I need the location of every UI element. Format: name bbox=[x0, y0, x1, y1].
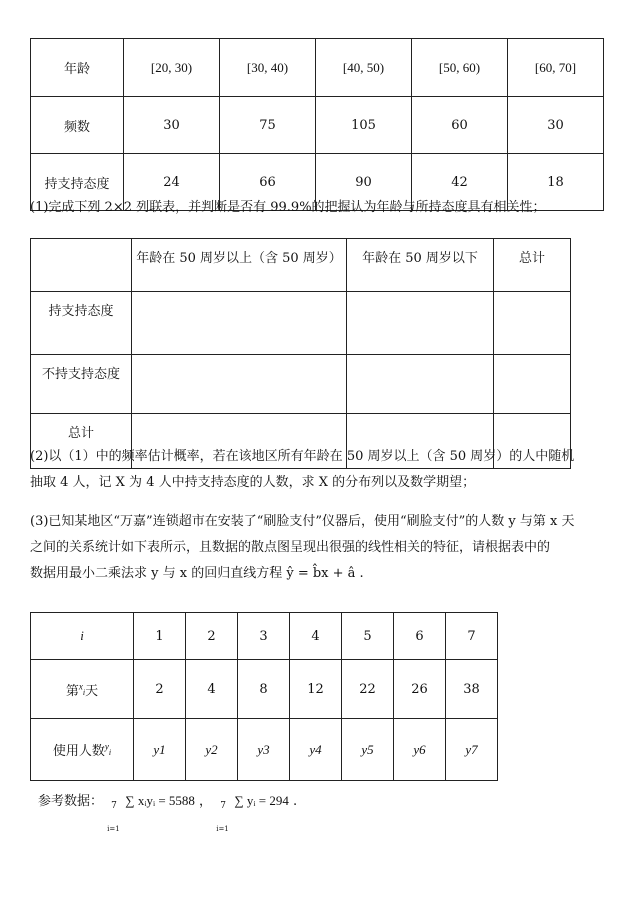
cell-i: 3 bbox=[238, 613, 290, 660]
contingency-header-total: 总计 bbox=[494, 239, 571, 292]
cell-support: 90 bbox=[316, 154, 412, 211]
contingency-empty-cell bbox=[132, 355, 347, 414]
question-2 bbox=[30, 444, 630, 496]
reference-label: 参考数据： bbox=[38, 794, 104, 809]
contingency-row-nonsupport: 不持支持态度 bbox=[31, 355, 132, 414]
contingency-header-under-50: 年龄在 50 周岁以下 bbox=[347, 239, 494, 292]
cell-users-label: 使用人数$^y$i bbox=[31, 719, 134, 781]
cell-age-label: 年龄 bbox=[31, 39, 124, 97]
cell-i: 5 bbox=[342, 613, 394, 660]
contingency-empty-cell bbox=[347, 355, 494, 414]
cell-frequency: 105 bbox=[316, 97, 412, 154]
contingency-row-total: 总计 bbox=[31, 414, 132, 469]
reference-sum-y: ∑ yᵢ = 294 bbox=[234, 793, 289, 808]
cell-support: 66 bbox=[220, 154, 316, 211]
cell-support-label: 持支持态度 bbox=[31, 154, 124, 211]
contingency-header-over-50: 年龄在 50 周岁以上（含 50 周岁） bbox=[132, 239, 347, 292]
cell-day-label: 第$^x$i天 bbox=[31, 660, 134, 719]
question-1: (1)完成下列 2×2 列联表，并判断是否有 99.9%的把握认为年龄与所持态度具有相关性； bbox=[30, 200, 546, 215]
cell-support: 18 bbox=[508, 154, 604, 211]
reference-sum-xy: ∑ xᵢyᵢ = 5588 bbox=[125, 793, 195, 808]
cell-day: 22 bbox=[342, 660, 394, 719]
contingency-table bbox=[30, 238, 571, 469]
contingency-header-empty bbox=[31, 239, 132, 292]
cell-frequency: 30 bbox=[124, 97, 220, 154]
cell-day: 8 bbox=[238, 660, 290, 719]
question-3-line-2: 之间的关系统计如下表所示，且数据的散点图呈现出很强的线性相关的特征，请根据表中的 bbox=[30, 540, 551, 555]
cell-age-range: [20, 30) bbox=[124, 39, 220, 97]
cell-day: 4 bbox=[186, 660, 238, 719]
question-2-line-1: (2)以（1）中的频率估计概率，若在该地区所有年龄在 50 周岁以上（含 50 周岁）的人中随机 bbox=[30, 449, 575, 464]
question-3-line-1: (3)已知某地区“万嘉”连锁超市在安装了“刷脸支付”仪器后，使用“刷脸支付”的人数 y 与第 x 天 bbox=[30, 514, 575, 529]
cell-age-range: [50, 60) bbox=[412, 39, 508, 97]
cell-users: y1 bbox=[134, 719, 186, 781]
cell-day: 12 bbox=[290, 660, 342, 719]
contingency-empty-cell bbox=[494, 292, 571, 355]
cell-day: 26 bbox=[394, 660, 446, 719]
cell-age-range: [30, 40) bbox=[220, 39, 316, 97]
cell-frequency-label: 频数 bbox=[31, 97, 124, 154]
cell-frequency: 75 bbox=[220, 97, 316, 154]
cell-support: 42 bbox=[412, 154, 508, 211]
payment-data-table bbox=[30, 612, 498, 781]
cell-users: y5 bbox=[342, 719, 394, 781]
question-3 bbox=[30, 509, 630, 587]
cell-i: 4 bbox=[290, 613, 342, 660]
question-2-line-2: 抽取 4 人，记 X 为 4 人中持支持态度的人数，求 X 的分布列以及数学期望； bbox=[30, 475, 476, 490]
cell-support: 24 bbox=[124, 154, 220, 211]
cell-age-range: [60, 70] bbox=[508, 39, 604, 97]
cell-i-label: i bbox=[31, 613, 134, 660]
cell-i: 6 bbox=[394, 613, 446, 660]
question-3-line-3: 数据用最小二乘法求 y 与 x 的回归直线方程 ŷ = b̂x + â . bbox=[30, 566, 364, 581]
cell-users: y2 bbox=[186, 719, 238, 781]
contingency-empty-cell bbox=[132, 292, 347, 355]
reference-data: 参考数据： 7 i=1 ∑ xᵢyᵢ = 5588 ， 7 i=1 ∑ yᵢ = 294 . bbox=[38, 793, 298, 833]
cell-age-range: [40, 50) bbox=[316, 39, 412, 97]
cell-frequency: 30 bbox=[508, 97, 604, 154]
cell-users: y4 bbox=[290, 719, 342, 781]
cell-day: 2 bbox=[134, 660, 186, 719]
age-frequency-table bbox=[30, 38, 604, 211]
cell-frequency: 60 bbox=[412, 97, 508, 154]
contingency-row-support: 持支持态度 bbox=[31, 292, 132, 355]
cell-i: 1 bbox=[134, 613, 186, 660]
cell-users: y7 bbox=[446, 719, 498, 781]
contingency-empty-cell bbox=[494, 355, 571, 414]
cell-users: y6 bbox=[394, 719, 446, 781]
contingency-empty-cell bbox=[347, 292, 494, 355]
cell-i: 7 bbox=[446, 613, 498, 660]
cell-i: 2 bbox=[186, 613, 238, 660]
cell-day: 38 bbox=[446, 660, 498, 719]
cell-users: y3 bbox=[238, 719, 290, 781]
